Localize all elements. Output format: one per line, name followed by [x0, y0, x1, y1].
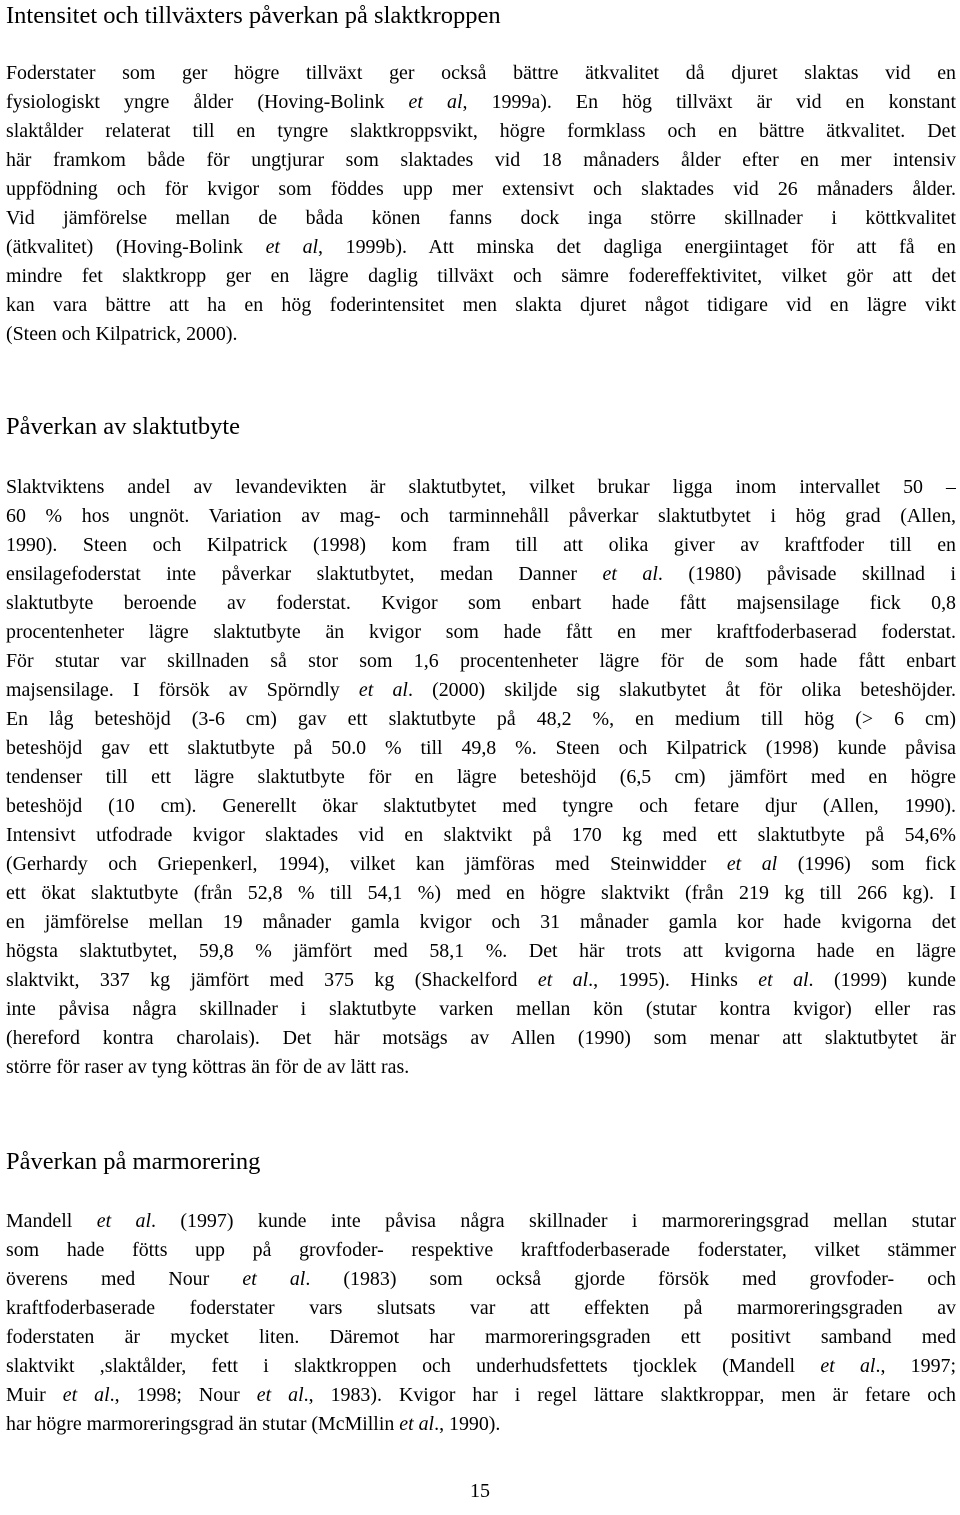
text-line: mindre fet slaktkropp ger en lägre daglig tillväxt och sämre fodereffektivitet, vilket gör att det: [6, 265, 956, 287]
text-line: Muir et al., 1998; Nour et al., 1983). Kvigor har i regel lättare slaktkroppar, men är fetare och: [6, 1384, 956, 1406]
text-line: högsta slaktutbytet, 59,8 % jämfört med 58,1 %. Det här trots att kvigorna hade en lägre: [6, 940, 956, 962]
section-body-intensitet: [6, 59, 956, 349]
text-line: inte påvisa några skillnader i slaktutbyte varken mellan kön (stutar kontra kvigor) eller ras: [6, 998, 956, 1020]
italic-citation: et al: [358, 679, 408, 701]
section-body-slaktutbyte: [6, 473, 956, 1082]
text-line: slaktvikt ,slaktålder, fett i slaktkroppen och underhudsfettets tjocklek (Mandell et al., 1997;: [6, 1355, 956, 1377]
section-body-marmorering: [6, 1207, 956, 1439]
text-line: Vid jämförelse mellan de båda könen fanns dock inga större skillnader i köttkvalitet: [6, 207, 956, 229]
text-line: 1990). Steen och Kilpatrick (1998) kom fram till att olika giver av kraftfoder till en: [6, 534, 956, 556]
text-line: beteshöjd gav ett slaktutbyte på 50.0 % till 49,8 %. Steen och Kilpatrick (1998) kunde påvisa: [6, 737, 956, 759]
text-line: För stutar var skillnaden så stor som 1,6 procentenheter lägre för de som hade fått enbart: [6, 650, 956, 672]
text-line: En låg beteshöjd (3-6 cm) gav ett slaktutbyte på 48,2 %, en medium till hög (> 6 cm): [6, 708, 956, 730]
italic-citation: et al: [537, 969, 589, 991]
section-heading-intensitet: Intensitet och tillväxters påverkan på slaktkroppen: [6, 2, 501, 29]
italic-citation: et al: [408, 91, 463, 113]
text-line: överens med Nour et al. (1983) som också gjorde försök med grovfoder- och: [6, 1268, 956, 1290]
italic-citation: et al: [726, 853, 778, 875]
text-line: (ätkvalitet) (Hoving-Bolink et al, 1999b). Att minska det dagliga energiintaget för att få en: [6, 236, 956, 258]
text-line: procentenheter lägre slaktutbyte än kvigor som hade fått en mer kraftfoderbaserad foderstat.: [6, 621, 956, 643]
text-line: Slaktviktens andel av levandevikten är slaktutbytet, vilket brukar ligga inom intervallet 50 –: [6, 476, 956, 498]
text-line: Intensivt utfodrade kvigor slaktades vid en slaktvikt på 170 kg med ett slaktutbyte på 54,6%: [6, 824, 956, 846]
text-line: som hade fötts upp på grovfoder- respektive kraftfoderbaserade foderstater, vilket stämmer: [6, 1239, 956, 1261]
text-line: tendenser till ett lägre slaktutbyte för en lägre beteshöjd (6,5 cm) jämfört med en högre: [6, 766, 956, 788]
text-line: ett ökat slaktutbyte (från 52,8 % till 54,1 %) med en högre slaktvikt (från 219 kg till 266 kg). I: [6, 882, 956, 904]
text-line: uppfödning och för kvigor som föddes upp mer extensivt och slaktades vid 26 månaders ålder.: [6, 178, 956, 200]
section-heading-slaktutbyte: Påverkan av slaktutbyte: [6, 413, 241, 440]
text-line: ensilagefoderstat inte påverkar slaktutbytet, medan Danner et al. (1980) påvisade skillnad i: [6, 563, 956, 585]
text-line: slaktålder relaterat till en tyngre slaktkroppsvikt, högre formklass och en bättre ätkvalitet. Det: [6, 120, 956, 142]
text-line: majsensilage. I försök av Spörndly et al. (2000) skiljde sig slakutbytet åt för olika beteshöjder.: [6, 679, 956, 701]
text-line: (Steen och Kilpatrick, 2000).: [6, 323, 238, 345]
text-line: (Gerhardy och Griepenkerl, 1994), vilket kan jämföras med Steinwidder et al (1996) som fick: [6, 853, 956, 875]
text-line: beteshöjd (10 cm). Generellt ökar slaktutbytet med tyngre och fetare djur (Allen, 1990).: [6, 795, 956, 817]
italic-citation: et al: [820, 1355, 876, 1377]
section-heading-marmorering: Påverkan på marmorering: [6, 1148, 261, 1175]
text-line: fysiologiskt yngre ålder (Hoving-Bolink et al, 1999a). En hög tillväxt är vid en konstant: [6, 91, 956, 113]
page-number: 15: [470, 1480, 490, 1502]
text-line: Foderstater som ger högre tillväxt ger också bättre ätkvalitet då djuret slaktas vid en: [6, 62, 956, 84]
italic-citation: et al: [256, 1384, 304, 1406]
text-line: slaktvikt, 337 kg jämfört med 375 kg (Shackelford et al., 1995). Hinks et al. (1999) kunde: [6, 969, 956, 991]
text-line: har högre marmoreringsgrad än stutar (McMillin et al., 1990).: [6, 1413, 501, 1435]
italic-citation: et al: [758, 969, 809, 991]
italic-citation: et al: [242, 1268, 306, 1290]
text-line: större för raser av tyng köttras än för de av lätt ras.: [6, 1056, 410, 1078]
italic-citation: et al: [399, 1413, 435, 1435]
text-line: kan vara bättre att ha en hög foderintensitet men slakta djuret något tidigare vid en lägre vikt: [6, 294, 956, 316]
text-line: foderstaten är mycket liten. Däremot har marmoreringsgraden ett positivt samband med: [6, 1326, 956, 1348]
text-line: (hereford kontra charolais). Det här motsägs av Allen (1990) som menar att slaktutbytet är: [6, 1027, 956, 1049]
text-line: Mandell et al. (1997) kunde inte påvisa några skillnader i marmoreringsgrad mellan stutar: [6, 1210, 956, 1232]
text-line: slaktutbyte beroende av foderstat. Kvigor som enbart hade fått majsensilage fick 0,8: [6, 592, 956, 614]
italic-citation: et al: [62, 1384, 110, 1406]
text-line: här framkom både för ungtjurar som slaktades vid 18 månaders ålder efter en mer intensiv: [6, 149, 956, 171]
text-line: 60 % hos ungnöt. Variation av mag- och tarminnehåll påverkar slaktutbytet i hög grad (Allen,: [6, 505, 956, 527]
italic-citation: et al: [96, 1210, 151, 1232]
italic-citation: et al: [265, 236, 319, 258]
text-line: kraftfoderbaserade foderstater vars slutsats var att effekten på marmoreringsgraden av: [6, 1297, 956, 1319]
text-line: en jämförelse mellan 19 månader gamla kvigor och 31 månader gamla kor hade kvigorna det: [6, 911, 956, 933]
italic-citation: et al: [602, 563, 658, 585]
